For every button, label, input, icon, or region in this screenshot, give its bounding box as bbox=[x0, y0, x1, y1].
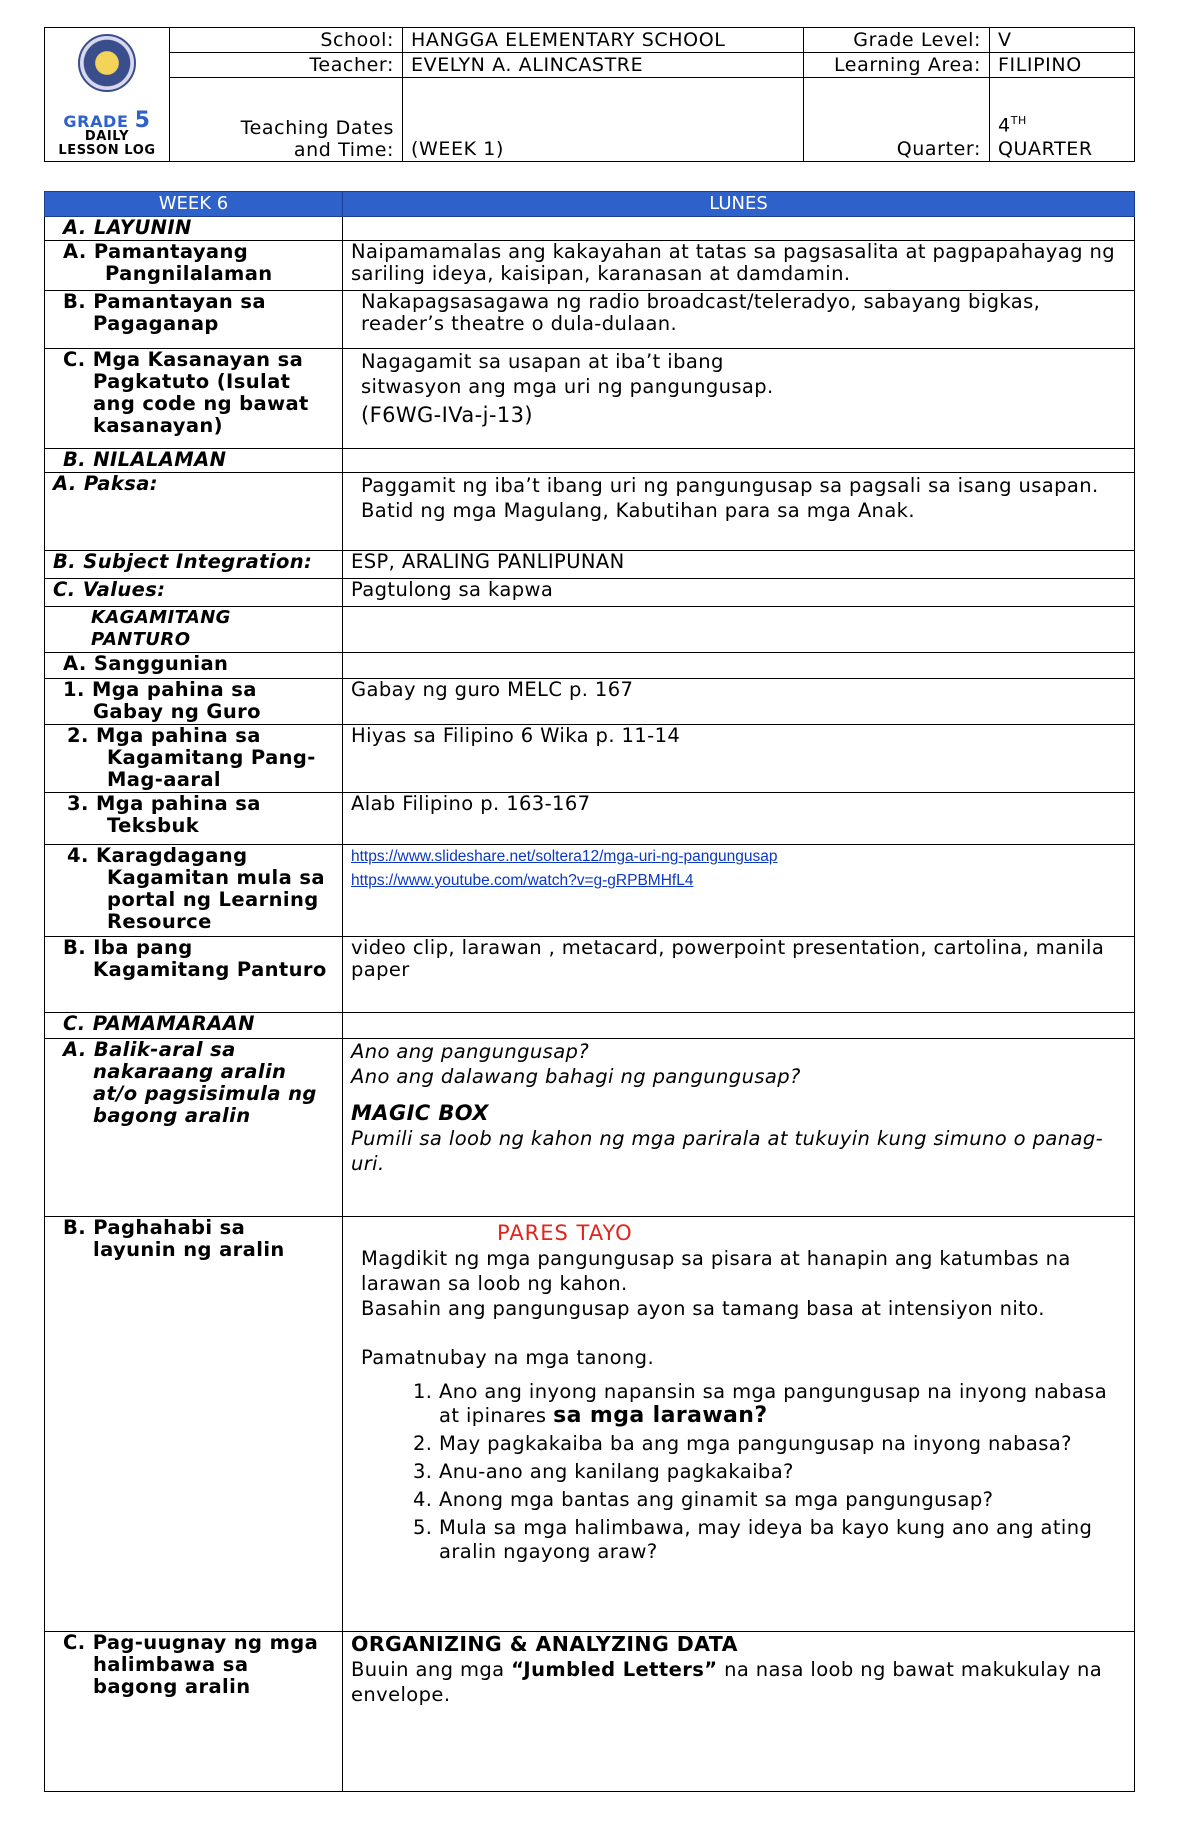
pagaganap-label: B. Pamantayan sa Pagaganap bbox=[45, 291, 343, 349]
pamantayang-label: A. Pamantayang Pangnilalaman bbox=[45, 241, 343, 291]
sanggunian-heading: A. Sanggunian bbox=[45, 653, 343, 679]
pamamaraan-heading: C. PAMAMARAAN bbox=[45, 1013, 343, 1039]
question-item: 2. May pagkakaiba ba ang mga pangungusap na inyong nabasa? bbox=[439, 1432, 1126, 1456]
nilalaman-heading: B. NILALAMAN bbox=[45, 449, 343, 473]
teacher-value: EVELYN A. ALINCASTRE bbox=[403, 53, 804, 78]
kasanayan-label: C. Mga Kasanayan sa Pagkatuto (Isulat ang code ng bawat kasanayan) bbox=[45, 349, 343, 449]
youtube-link[interactable]: https://www.youtube.com/watch?v=g-gRPBMHfL4 bbox=[351, 872, 694, 889]
teacher-label: Teacher: bbox=[170, 53, 403, 78]
week-header-row bbox=[45, 192, 1135, 217]
pagaganap-value: Nakapagsasagawa ng radio broadcast/teleradyo, sabayang bigkas, reader’s theatre o dula-dulaan. bbox=[343, 291, 1135, 349]
ref2-value: Hiyas sa Filipino 6 Wika p. 11-14 bbox=[343, 725, 1135, 793]
pares-tayo-title: PARES TAYO bbox=[497, 1221, 633, 1245]
slideshare-link[interactable]: https://www.slideshare.net/soltera12/mga-uri-ng-pangungusap bbox=[351, 848, 778, 865]
grade-badge: GRADE 5 bbox=[63, 108, 151, 133]
ref1-value: Gabay ng guro MELC p. 167 bbox=[343, 679, 1135, 725]
kasanayan-value: Nagagamit sa usapan at iba’t ibang sitwasyon ang mga uri ng pangungusap. (F6WG-IVa-j-13) bbox=[343, 349, 1135, 449]
iba-value: video clip, larawan , metacard, powerpoint presentation, cartolina, manila paper bbox=[343, 937, 1135, 1013]
question-item: 5. Mula sa mga halimbawa, may ideya ba kayo kung ano ang ating aralin ngayong araw? bbox=[439, 1516, 1126, 1564]
grade-level-label: Grade Level: bbox=[804, 28, 990, 53]
guide-questions bbox=[361, 1380, 1126, 1564]
deped-seal-icon bbox=[78, 34, 136, 92]
day-label: LUNES bbox=[343, 192, 1135, 217]
magic-box-title: MAGIC BOX bbox=[351, 1101, 489, 1125]
subject-integration-value: ESP, ARALING PANLIPUNAN bbox=[343, 551, 1135, 579]
teaching-dates-label: Teaching Dates and Time: bbox=[170, 78, 403, 162]
subject-integration-label: B. Subject Integration: bbox=[45, 551, 343, 579]
school-value: HANGGA ELEMENTARY SCHOOL bbox=[403, 28, 804, 53]
ref2-label: 2. Mga pahina sa Kagamitang Pang-Mag-aaral bbox=[45, 725, 343, 793]
grade-level-value: V bbox=[990, 28, 1135, 53]
quarter-value: 4TH QUARTER bbox=[990, 78, 1135, 162]
learning-area-value: FILIPINO bbox=[990, 53, 1135, 78]
dll-line1: DAILY bbox=[84, 129, 130, 144]
pamantayang-value: Naipamamalas ang kakayahan at tatas sa pagsasalita at pagpapahayag ng sariling ideya, kaisipan, karanasan at damdamin. bbox=[343, 241, 1135, 291]
teaching-dates-value: (WEEK 1) bbox=[403, 78, 804, 162]
ref3-value: Alab Filipino p. 163-167 bbox=[343, 793, 1135, 845]
learning-area-label: Learning Area: bbox=[804, 53, 990, 78]
iba-label: B. Iba pang Kagamitang Panturo bbox=[45, 937, 343, 1013]
balik-aral-value: Ano ang pangungusap? Ano ang dalawang bahagi ng pangungusap? MAGIC BOX Pumili sa loob ng kahon ng mga parirala at tukuyin kung simuno o panag-uri. bbox=[343, 1039, 1135, 1217]
question-item: 1. Ano ang inyong napansin sa mga pangungusap na inyong nabasa at ipinares sa mga larawan? bbox=[439, 1380, 1126, 1428]
week-label: WEEK 6 bbox=[45, 192, 343, 217]
layunin-heading: A. LAYUNIN bbox=[45, 217, 343, 241]
ref4-links bbox=[343, 845, 1135, 937]
paksa-label: A. Paksa: bbox=[45, 473, 343, 551]
deped-logo-cell bbox=[45, 28, 170, 162]
ref3-label: 3. Mga pahina sa Teksbuk bbox=[45, 793, 343, 845]
lesson-table bbox=[44, 191, 1135, 1792]
balik-aral-label: A. Balik-aral sa nakaraang aralin at/o pagsisimula ng bagong aralin bbox=[45, 1039, 343, 1217]
ref4-label: 4. Karagdagang Kagamitan mula sa portal ng Learning Resource bbox=[45, 845, 343, 937]
kagamitan-heading: KAGAMITANG PANTURO bbox=[45, 607, 343, 653]
paghahabi-label: B. Paghahabi sa layunin ng aralin bbox=[45, 1217, 343, 1632]
school-label: School: bbox=[170, 28, 403, 53]
values-value: Pagtulong sa kapwa bbox=[343, 579, 1135, 607]
ref1-label: 1. Mga pahina sa Gabay ng Guro bbox=[45, 679, 343, 725]
question-item: 4. Anong mga bantas ang ginamit sa mga pangungusap? bbox=[439, 1488, 1126, 1512]
pag-uugnay-label: C. Pag-uugnay ng mga halimbawa sa bagong aralin bbox=[45, 1632, 343, 1792]
quarter-label: Quarter: bbox=[804, 78, 990, 162]
kasanayan-code: (F6WG-IVa-j-13) bbox=[361, 403, 533, 427]
dll-line2: LESSON LOG bbox=[58, 143, 156, 158]
pag-uugnay-value: ORGANIZING & ANALYZING DATA Buuin ang mga “Jumbled Letters” na nasa loob ng bawat makukulay na envelope. bbox=[343, 1632, 1135, 1792]
header-table bbox=[44, 27, 1135, 162]
organizing-title: ORGANIZING & ANALYZING DATA bbox=[351, 1632, 738, 1656]
question-item: 3. Anu-ano ang kanilang pagkakaiba? bbox=[439, 1460, 1126, 1484]
values-label: C. Values: bbox=[45, 579, 343, 607]
paksa-value: Paggamit ng iba’t ibang uri ng pangungusap sa pagsali sa isang usapan. Batid ng mga Magulang, Kabutihan para sa mga Anak. bbox=[343, 473, 1135, 551]
paghahabi-value: PARES TAYO Magdikit ng mga pangungusap sa pisara at hanapin ang katumbas na larawan sa loob ng kahon. Basahin ang pangungusap ayon sa tamang basa at intensiyon nito. Pamatnubay na mga tanong. 1. Ano ang inyong napansin sa mga pangungusap na inyong nabasa at ipinares sa mga larawan? 2. May pagkakaiba ba ang mga pangungusap na inyong nabasa? 3. Anu-ano ang kanilang pagkakaiba? 4. Anong mga bantas ang ginamit sa mga pangungusap? 5. Mula sa mga halimbawa, may ideya ba kayo kung ano ang ating aralin ngayong araw? bbox=[343, 1217, 1135, 1632]
